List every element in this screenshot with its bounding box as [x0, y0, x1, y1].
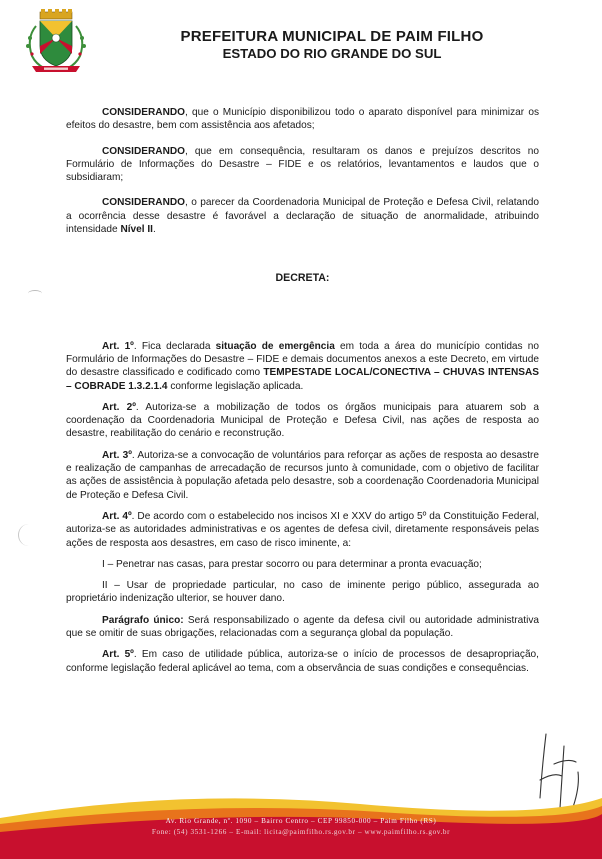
considerando-text: , que o Município disponibilizou todo o aparato disponível para minimizar os efeitos do desastre, bem com assistência aos afetados; [66, 107, 539, 132]
footer-phone-email: Fone: (54) 3531-1266 – E-mail: licita@paimfilho.rs.gov.br – www.paimfilho.rs.gov.br [151, 828, 451, 836]
paragrafo-text: Será responsabilizado o agente da defesa civil ou autoridade administrativa que se omitir de suas obrigações, relacionadas com a segurança global da população. [66, 614, 539, 640]
article-label: Art. 3º [102, 449, 132, 461]
footer-address: Av. Rio Grande, nº. 1090 – Bairro Centro – CEP 99850-000 – Paim Filho (RS) [165, 817, 437, 825]
inciso-2: II – Usar de propriedade particular, no caso de iminente perigo público, assegurada ao proprietário indenização ulterior, se houver dano. [66, 580, 539, 605]
article-label: Art. 4º [102, 510, 132, 522]
inciso-1: I – Penetrar nas casas, para prestar socorro ou para determinar a pronta evacuação; [102, 558, 482, 570]
article-label: Art. 2º [102, 401, 136, 413]
paragrafo-label: Parágrafo único: [102, 614, 184, 626]
hole-punch-mark [18, 524, 39, 546]
cobrade-classification: TEMPESTADE LOCAL/CONECTIVA – CHUVAS INTENSAS – COBRADE 1.3.2.1.4 [66, 367, 539, 392]
intensity-level: Nível II [120, 224, 153, 236]
municipal-crest-logo [14, 8, 98, 76]
considerando-2 [66, 145, 539, 185]
article-text: . De acordo com o estabelecido nos incisos XI e XXV do artigo 5º da Constituição Federal, autoriza-se as autoridades administrativas e os agentes de defesa civil, diretamente responsáveis pelas ações de resposta aos desastres, em caso de risco iminente, a: [66, 510, 539, 549]
article-text: conforme legislação aplicada. [167, 380, 304, 392]
emergency-status: situação de emergência [215, 340, 335, 352]
letterhead-subtitle: ESTADO DO RIO GRANDE DO SUL [222, 46, 442, 61]
article-1 [66, 340, 539, 393]
margin-mark [28, 290, 42, 297]
considerando-text: , o parecer da Coordenadoria Municipal de Proteção e Defesa Civil, relatando a ocorrência desse desastre é favorável a declaração de situação de anormalidade, atribuindo intensidade [66, 197, 539, 236]
considerando-text: , que em consequência, resultaram os danos e prejuízos descritos no Formulário de Informações do Desastre – FIDE e os relatórios, levantamentos e laudos que o subsidiaram; [66, 145, 539, 184]
considerando-lead: CONSIDERANDO [102, 107, 185, 118]
considerando-lead: CONSIDERANDO [102, 145, 185, 157]
article-5 [66, 648, 539, 675]
considerando-text-end: . [152, 224, 156, 236]
article-text: . Em caso de utilidade pública, autoriza-se o início de processos de desapropriação, conforme legislação federal aplicável ao tema, com a observância de suas condições e consequências. [66, 649, 539, 674]
decreta-heading: DECRETA: [275, 272, 330, 285]
article-4 [66, 510, 539, 550]
decree-body [66, 106, 539, 675]
letterhead-title: PREFEITURA MUNICIPAL DE PAIM FILHO [180, 28, 484, 45]
article-3 [66, 449, 539, 502]
article-text: . Autoriza-se a mobilização de todos os órgãos municipais para atuarem sob a coordenação da Coordenadoria Municipal de Proteção e Defesa Civil, nas ações de resposta ao desastre, reabilitação do cenário e reconstrução. [66, 401, 539, 440]
considerando-3 [66, 196, 539, 236]
article-text: em toda a área do município contidas no Formulário de Informações do Desastre – FIDE e demais documentos anexos a este Decreto, em virtude do desastre classificado e codificado como [66, 340, 539, 379]
article-text: . Fica declarada [133, 340, 216, 352]
article-2 [66, 401, 539, 441]
article-text: . Autoriza-se a convocação de voluntários para reforçar as ações de resposta ao desastre e realização de campanhas de arrecadação de recursos junto à comunidade, com o objetivo de facilitar as ações de assistência à população afetada pelo desastre, sob a coordenação Coordenadoria Municipal de Proteção e Defesa Civil. [66, 449, 539, 501]
paragrafo-unico [66, 614, 539, 641]
considerando-1 [66, 106, 539, 133]
footer-contact [0, 816, 602, 838]
letterhead [112, 28, 552, 62]
article-label: Art. 1º [102, 340, 134, 352]
considerando-lead: CONSIDERANDO [102, 197, 185, 209]
article-label: Art. 5º [102, 649, 134, 661]
